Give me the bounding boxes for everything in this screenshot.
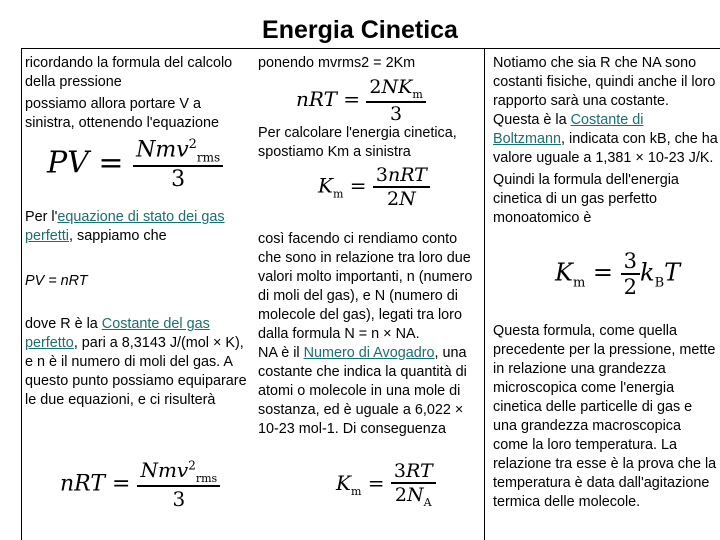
- column-middle-3: [258, 230, 480, 439]
- col1-text-2: possiamo allora portare V a sinistra, ottenendo l'equazione: [25, 96, 219, 131]
- col2-text-2: Per calcolare l'energia cinetica, spostiamo Km a sinistra: [258, 125, 457, 160]
- col3-text-2: Quindi la formula dell'energia cinetica di un gas perfetto monoatomico è: [493, 172, 679, 226]
- col3-text-1: Notiamo che sia R che NA sono costanti fisiche, quindi anche il loro rapporto sarà una costante. Questa è la Costante di Boltzmann, indicata con kB, che ha valore uguale a 1,381 × 10-23 J/K.: [493, 55, 718, 166]
- col1-text-1: ricordando la formula del calcolo della pressione: [25, 55, 233, 90]
- formula-nrt-2: nRT = $\frac{2NK_m}{3}$: [296, 76, 426, 125]
- column-right-2: [493, 322, 719, 512]
- formula-nrt-1: nRT = $\frac{Nmv^2_{rms}}{3}$: [60, 458, 220, 511]
- column-divider-right: [484, 48, 485, 540]
- column-divider-left: [21, 48, 22, 540]
- formula-km-1: $K_m$ = $\frac{\text{3nRT}}{2N}$: [318, 164, 430, 210]
- col2-text-1: ponendo mvrms2 = 2Km: [258, 55, 416, 71]
- top-divider: [21, 48, 720, 49]
- link-costante-boltzmann[interactable]: Costante di Boltzmann: [493, 112, 644, 147]
- column-left: [25, 54, 247, 133]
- formula-pv: PV = $\frac{Nmv^2_{rms}}{3}$: [47, 137, 223, 192]
- column-right: [493, 54, 719, 228]
- link-equazione-stato[interactable]: equazione di stato dei gas perfetti: [25, 209, 225, 244]
- col2-text-4: NA è il Numero di Avogadro, una costante che indica la quantità di atomi o molecole in una mole di sostanza, ed è uguale a 6,022 × 10-23 mol-1. Di conseguenza: [258, 345, 467, 437]
- formula-km-2: $K_m$ = $\frac{3RT}{2N_A}$: [336, 460, 436, 509]
- column-middle-2: [258, 124, 480, 162]
- col2-text-3: così facendo ci rendiamo conto che sono in relazione tra loro due valori molto importanti, n (numero di moli del gas), e N (numero di molecole del gas), legati tra loro dalla formula N = n × NA.: [258, 231, 473, 342]
- col1-text-3: Per l'equazione di stato dei gas perfetti, sappiamo che: [25, 209, 225, 244]
- column-middle: [258, 54, 480, 73]
- page-title: Energia Cinetica: [262, 16, 458, 44]
- col1-text-5: dove R è la Costante del gas perfetto, pari a 8,3143 J/(mol × K), e n è il numero di moli del gas. A questo punto possiamo equiparare le due equazioni, e ci risulterà: [25, 316, 247, 408]
- link-costante-gas[interactable]: Costante del gas perfetto: [25, 316, 210, 351]
- col3-text-3: Questa formula, come quella precedente per la pressione, mette in relazione una grandezza microscopica come l'energia cinetica delle particelle di gas e una grandezza macroscopica come la loro temperatura. La relazione tra esse è la prova che la temperatura è data dall'agitazione termica delle molecole.: [493, 323, 717, 510]
- link-numero-avogadro[interactable]: Numero di Avogadro: [303, 345, 435, 361]
- col1-text-4: PV = nRT: [25, 273, 88, 289]
- formula-km-3: $K_m$ = $\frac{3}{2}$ $k_BT$: [555, 249, 681, 299]
- column-left-lower: [25, 208, 247, 410]
